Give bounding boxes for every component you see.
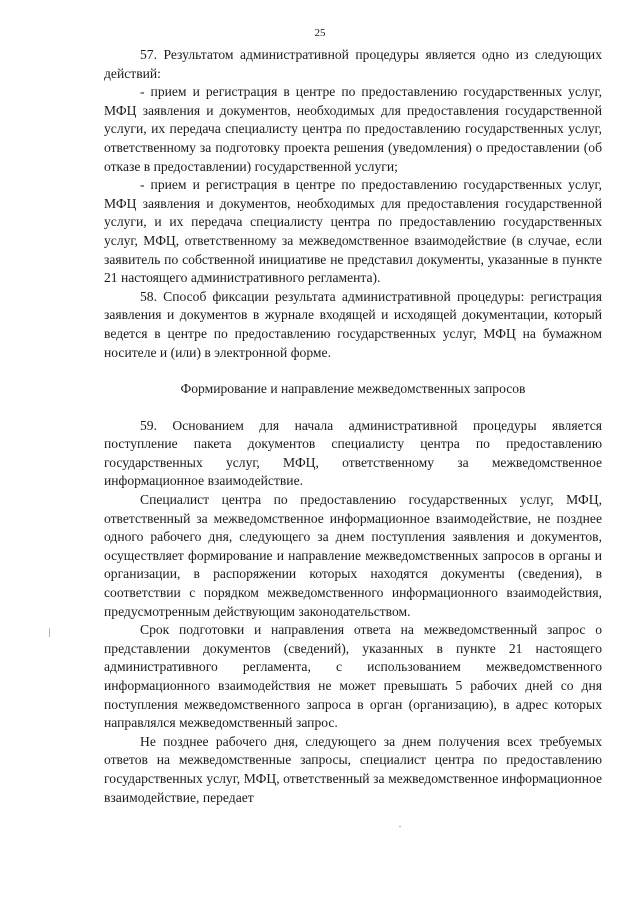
scan-mark: [49, 628, 50, 637]
list-item-dash-2: - прием и регистрация в центре по предоставлению государственных услуг, МФЦ заявления и документов, необходимых для предоставления государственной услуги, и их передача специалисту центра по предоставлению государственных услуг, МФЦ, ответственному за межведомственное взаимодействие (в случае, если заявитель по собственной инициативе не представил документы, указанные в пункте 21 настоящего административного регламента).: [104, 177, 602, 286]
document-body: [104, 46, 602, 807]
paragraph-57: 57. Результатом административной процедуры является одно из следующих действий:: [104, 47, 602, 81]
paragraph-specialist: Специалист центра по предоставлению государственных услуг, МФЦ, ответственный за межведомственное информационное взаимодействие, не позднее одного рабочего дня, следующего за днем поступления заявления и документов, осуществляет формирование и направление межведомственных запросов в органы и организации, в распоряжении которых находятся документы (сведения), в соответствии с порядком межведомственного информационного взаимодействия, предусмотренным действующим законодательством.: [104, 492, 602, 619]
section-heading: Формирование и направление межведомственных запросов: [180, 381, 526, 397]
paragraph-58: 58. Способ фиксации результата административной процедуры: регистрация заявления и документов в журнале входящей и исходящей документации, который ведется в центре по предоставлению государственных услуг, МФЦ на бумажном носителе и (или) в электронной форме.: [104, 288, 602, 360]
list-item-dash-1: - прием и регистрация в центре по предоставлению государственных услуг, МФЦ заявления и документов, необходимых для предоставления государственной услуги, их передача специалисту центра по предоставлению государственных услуг, ответственному за подготовку проекта решения (уведомления) о предоставлении (об отказе в предоставлении) государственной услуги;: [104, 84, 602, 174]
paragraph-transfer: Не позднее рабочего дня, следующего за днем получения всех требуемых ответов на межведомственные запросы, специалист центра по предоставлению государственных услуг, МФЦ, ответственный за межведомственное информационное взаимодействие, передает: [104, 733, 602, 805]
paragraph-59: 59. Основанием для начала административной процедуры является поступление пакета документов специалисту центра по предоставлению государственных услуг, МФЦ, ответственному за межведомственное информационное взаимодействие.: [104, 417, 602, 489]
scan-dot: [399, 826, 401, 827]
paragraph-deadline: Срок подготовки и направления ответа на межведомственный запрос о представлении документов (сведений), указанных в пункте 21 настоящего административного регламента, с использованием межведомственного информационного взаимодействия не может превышать 5 рабочих дней со дня поступления межведомственного запроса в орган (организацию), в адрес которых направлялся межведомственный запрос.: [104, 622, 602, 731]
page-number: 25: [314, 27, 326, 39]
